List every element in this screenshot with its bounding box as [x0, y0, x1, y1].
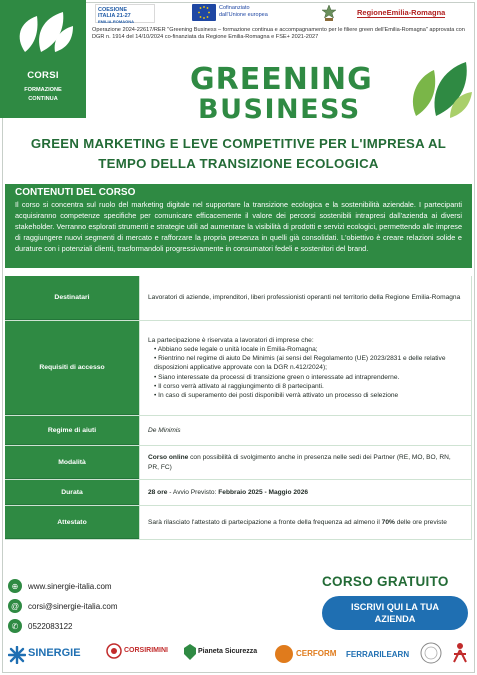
partner-corsi-rimini: CORSIRIMINI — [124, 647, 168, 654]
destinatari-text: Lavoratori di aziende, imprenditori, liberi professionisti operanti nel territorio della Regione Emilia-Romagna — [148, 294, 461, 302]
destinatari-label: Destinatari — [5, 276, 139, 320]
regime-label: Regime di aiuti — [5, 416, 139, 445]
phone-icon: ✆ — [8, 619, 22, 633]
italian-emblem-icon — [322, 4, 336, 22]
course-title-line1: GREEN MARKETING E LEVE COMPETITIVE PER L'IMPRESA AL — [30, 136, 447, 151]
coesione-italia-logo — [95, 4, 155, 23]
requisiti-list — [148, 345, 463, 400]
list-item: • Siano interessate da processi di transizione green o interessate ad intraprenderne. — [154, 373, 463, 382]
badge-subtitle — [0, 86, 86, 104]
list-item: • In caso di superamento dei posti disponibili verrà attivato un processo di selezione — [154, 391, 463, 400]
pianeta-sicurezza-icon — [184, 644, 196, 660]
register-button-line1: ISCRIVI QUI LA TUA — [351, 602, 439, 612]
attestato-label: Attestato — [5, 506, 139, 539]
attestato-percent: 70% — [381, 518, 395, 526]
institution-seal-icon — [420, 642, 442, 666]
regione-emilia-romagna-logo: RegioneEmilia-Romagna — [357, 8, 446, 17]
modalita-rest: con possibilità di svolgimento anche in presenza nelle sedi dei Partner (RE, MO, BO, RN, PR, FC) — [148, 454, 451, 471]
cerform-icon — [274, 644, 294, 664]
table-row — [5, 446, 472, 480]
regime-text: De Minimis — [148, 426, 181, 434]
eu-line1: Cofinanziato — [219, 5, 250, 11]
course-title-line2: TEMPO DELLA TRANSIZIONE ECOLOGICA — [98, 156, 379, 171]
eu-cofunded-text — [219, 5, 268, 18]
requisiti-intro: La partecipazione è riservata a lavoratori di imprese che: — [148, 336, 314, 344]
table-row — [5, 416, 472, 446]
list-item: • Abbiano sede legale o unità locale in Emilia-Romagna; — [154, 345, 463, 354]
durata-period: Febbraio 2025 - Maggio 2026 — [218, 488, 309, 496]
table-row — [5, 506, 472, 540]
corsi-rimini-logo-icon — [106, 643, 122, 659]
coesione-line1: COESIONE — [98, 7, 128, 13]
greening-business-logo — [190, 60, 475, 130]
partner-ferrari-learn: FERRARILEARN — [346, 650, 410, 659]
attestato-value — [139, 506, 472, 539]
partner-cerform: CERFORM — [296, 649, 337, 658]
eu-flag-icon — [192, 4, 216, 21]
attestato-post: delle ore previste — [394, 518, 447, 526]
modalita-label: Modalità — [5, 446, 139, 479]
contact-phone-text[interactable]: 0522083122 — [28, 621, 73, 631]
partner-pianeta-sicurezza: Pianeta Sicurezza — [198, 648, 258, 655]
free-course-label: CORSO GRATUITO — [322, 574, 449, 589]
coesione-line3: EMILIA-ROMAGNA — [98, 19, 134, 24]
table-row — [5, 321, 472, 416]
contact-email[interactable] — [8, 599, 117, 613]
requisiti-value — [139, 321, 472, 415]
leaves-icon — [11, 8, 75, 56]
register-company-button[interactable] — [322, 596, 468, 630]
sinergie-logo-icon — [8, 646, 26, 664]
brand-line1: GREENING — [190, 62, 373, 97]
contents-body: Il corso si concentra sul ruolo del marketing digitale nel supportare la transizione ecologica e la sostenibilità aziendale. I partecipanti acquisiranno competenze specifiche per comunicare efficacemente il valore dei percorsi sostenibili intrapresi dall'azienda ai diversi stakeholder. Verranno esplorati strumenti e strategie utili ad aumentare la visibilità di prodotti e servizi ecologici, permettendo alle imprese di raggiungere nuovi segmenti di mercato e rafforzare la propria presenza in quelli già consolidati. L'obiettivo è creare relazioni solide e durature con i potenziali clienti, trasformandoli progressivamente in consumatori fedeli e sostenitori del brand. — [15, 200, 462, 253]
contact-email-text[interactable]: corsi@sinergie-italia.com — [28, 601, 118, 611]
register-button-line2: AZIENDA — [374, 614, 416, 624]
badge-subtitle-line2: CONTINUA — [28, 96, 58, 102]
coesione-line2: ITALIA 21-27 — [98, 13, 131, 19]
table-row — [5, 276, 472, 321]
modalita-bold: Corso online — [148, 454, 189, 462]
badge-subtitle-line1: FORMAZIONE — [24, 87, 62, 93]
list-item: • Il corso verrà attivato al raggiungimento di 8 partecipanti. — [154, 382, 463, 391]
contact-web[interactable] — [8, 579, 112, 593]
partner-sinergie: SINERGIE — [28, 647, 81, 659]
contact-phone[interactable] — [8, 619, 73, 633]
contents-heading: CONTENUTI DEL CORSO — [15, 187, 136, 198]
badge-title: CORSI — [27, 70, 59, 81]
contact-web-text[interactable]: www.sinergie-italia.com — [28, 581, 112, 591]
modalita-value — [139, 446, 472, 479]
globe-icon: ⊕ — [8, 579, 22, 593]
course-info-table — [5, 276, 472, 540]
requisiti-label: Requisiti di accesso — [5, 321, 139, 415]
attestato-pre: Sarà rilasciato l'attestato di partecipazione a fronte della frequenza ad almeno il — [148, 518, 382, 526]
durata-mid: - Avvio Previsto: — [167, 488, 219, 496]
durata-hours: 28 ore — [148, 488, 168, 496]
durata-label: Durata — [5, 480, 139, 505]
partner-logos — [4, 640, 472, 672]
corsi-badge — [0, 0, 86, 118]
regime-value — [139, 416, 472, 445]
funding-logos — [92, 4, 472, 24]
list-item: • Rientrino nel regime di aiuto De Minimis (ai sensi del Regolamento (UE) 2023/2831 e delle relative disposizioni applicative approvate con la DGR n.412/2024); — [154, 354, 463, 372]
brand-line2: BUSINESS — [198, 94, 361, 125]
destinatari-value — [139, 276, 472, 320]
brand-leaves-icon — [410, 60, 472, 120]
durata-value — [139, 480, 472, 505]
course-contents-panel — [5, 184, 472, 268]
course-title — [5, 134, 472, 174]
funding-statement: Operazione 2024-22617/RER "Greening Business – formazione continua e accompagnamento per le filiere green dell'Emilia-Romagna" approvata con DGR n. 1914 del 14/10/2024 co-finanziata da Regione Emilia-Romagna e FSE+ 2021-2027 — [92, 27, 465, 40]
partner-figure-icon — [450, 642, 470, 666]
eu-line2: dall'Unione europea — [219, 11, 268, 18]
email-icon: @ — [8, 599, 22, 613]
table-row — [5, 480, 472, 506]
